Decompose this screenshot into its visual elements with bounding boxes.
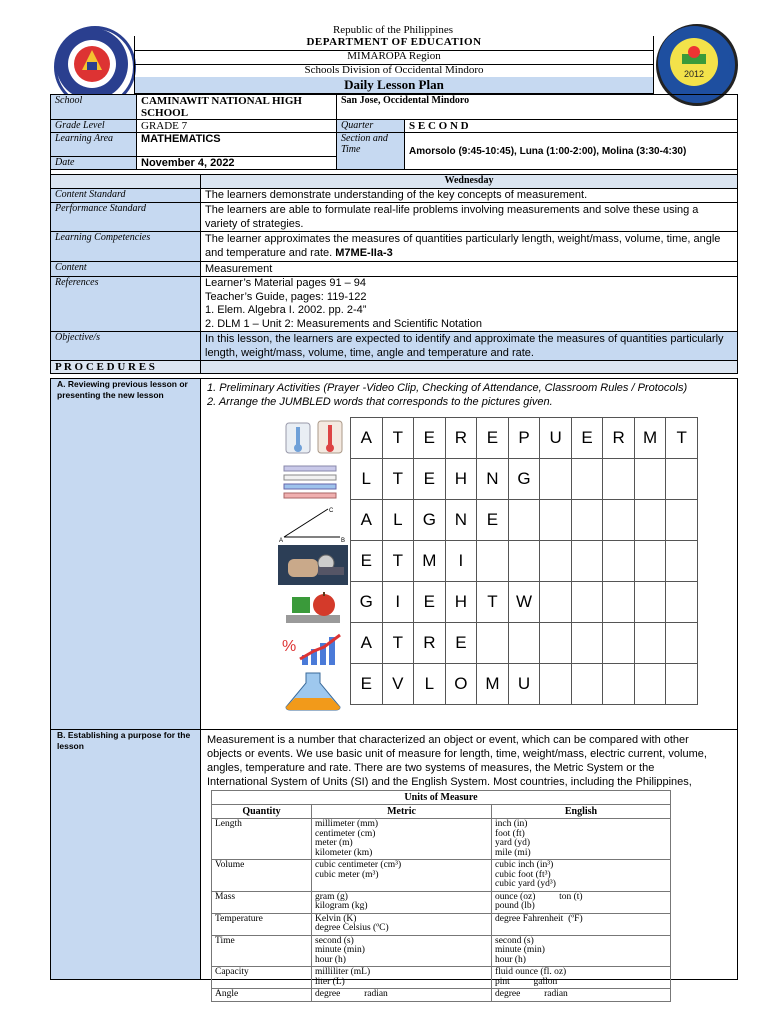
unit-entry: centimeter (cm) [315,828,376,839]
unit-entry: degree radian [495,989,568,999]
competencies-label: Learning Competencies [51,232,201,262]
jumble-cell: I [445,541,477,582]
unit-entry: hour (h) [495,954,526,965]
jumble-cell: L [351,459,383,500]
proc-a-label: A. Reviewing previous lesson or presenting the new lesson [51,379,201,730]
jumble-cell: E [414,418,446,459]
jumble-cell: V [382,664,414,705]
units-metric [312,989,492,1002]
area-label: Learning Area [51,133,137,157]
jumble-cell [540,623,572,664]
unit-entry: degree Celsius (ºC) [315,923,389,933]
units-row [212,935,671,967]
unit-entry: kilometer (km) [315,847,373,858]
jumble-cell: R [603,418,635,459]
jumble-cell: G [508,459,540,500]
chart-icon [278,629,348,669]
quarter-label: Quarter [337,120,405,133]
jumble-cell: E [414,459,446,500]
unit-entry: kilogram (kg) [315,901,368,911]
unit-entry: cubic yard (yd³) [495,879,556,889]
republic-line: Republic of the Philippines [332,24,454,36]
school-label: School [51,95,137,120]
lesson-table [50,174,738,374]
jumble-cell [666,582,698,623]
jumble-row [351,582,698,623]
unit-entry: minute (min) [315,945,365,955]
jumble-cell [634,459,666,500]
jumble-cell [571,582,603,623]
units-header-metric: Metric [312,805,492,819]
jumble-cell [666,623,698,664]
jumble-row [351,459,698,500]
jumble-cell [603,664,635,705]
date-value: November 4, 2022 [137,157,337,170]
proc-a-line1: 1. Preliminary Activities (Prayer -Video Clip, Checking of Attendance, Classroom Rules / Protocols) [207,382,688,394]
jumble-cell: E [351,541,383,582]
units-quantity: Time [212,935,312,967]
units-row [212,989,671,1002]
jumble-cell: A [351,500,383,541]
jumble-cell [603,459,635,500]
content-standard-text: The learners demonstrate understanding of the key concepts of measurement. [201,189,738,203]
unit-entry: cubic centimeter (cm³) [315,860,402,870]
units-metric [312,819,492,860]
jumble-cell: A [351,418,383,459]
unit-entry: yard (yd) [495,838,531,848]
watch-icon [278,545,348,585]
angle-icon [278,503,348,543]
jumble-cell [634,500,666,541]
unit-entry: degree radian [315,989,388,999]
jumble-cell: E [445,623,477,664]
jumble-cell [540,459,572,500]
competency-code: M7ME-IIa-3 [335,247,393,259]
angle-vertex-b: B [341,538,346,543]
unit-entry: gram (g) [315,891,348,902]
units-quantity: Capacity [212,967,312,989]
unit-entry: millimeter (mm) [315,819,379,829]
day-header: Wednesday [201,175,738,189]
jumble-cell: T [382,459,414,500]
jumble-cell [634,664,666,705]
jumble-cell [603,623,635,664]
units-row [212,967,671,989]
jumble-row [351,541,698,582]
division-line: Schools Division of Occidental Mindoro [304,64,484,76]
proc-a-line2: 2. Arrange the JUMBLED words that corresponds to the pictures given. [207,396,553,408]
svg-text:%: % [282,638,297,655]
jumble-cell: L [382,500,414,541]
units-english [492,989,671,1002]
jumble-cell: N [477,459,509,500]
content-standard-label: Content Standard [51,189,201,203]
area-value: MATHEMATICS [137,133,337,157]
jumble-cell: T [666,418,698,459]
units-header-english: English [492,805,671,819]
unit-entry: milliliter (mL) [315,967,371,977]
jumble-cell [540,664,572,705]
jumble-cell [634,582,666,623]
jumble-row [351,664,698,705]
jumble-cell [571,459,603,500]
units-row [212,860,671,892]
jumble-cell: U [540,418,572,459]
department-title: DEPARTMENT OF EDUCATION [306,36,482,48]
jumble-cell: M [414,541,446,582]
jumbled-words-grid [350,417,698,705]
competencies-body: The learner approximates the measures of quantities particularly length, weight/mass, volume, time, angle and temperature and rate. [205,233,721,259]
section-times: Amorsolo (9:45-10:45), Luna (1:00-2:00), Molina (3:30-4:30) [405,133,738,170]
jumble-cell: O [445,664,477,705]
jumble-cell: I [382,582,414,623]
jumble-row [351,623,698,664]
quarter-value: S E C O N D [405,120,738,133]
unit-entry: Kelvin (K) [315,913,357,924]
objectives-label: Objective/s [51,332,201,361]
grade-label: Grade Level [51,120,137,133]
jumble-cell: T [382,541,414,582]
jumble-cell: E [414,582,446,623]
unit-entry: pound (lb) [495,901,535,911]
jumble-cell: T [477,582,509,623]
jumble-cell [603,541,635,582]
jumble-cell: H [445,459,477,500]
jumble-cell [508,500,540,541]
jumble-cell [477,541,509,582]
reference-item: 2. DLM 1 – Unit 2: Measurements and Scientific Notation [205,317,482,330]
jumble-cell [571,623,603,664]
jumble-cell: H [445,582,477,623]
jumble-cell: M [477,664,509,705]
scale-icon [278,587,348,627]
jumble-cell: E [571,418,603,459]
jumble-row [351,500,698,541]
proc-b-label: B. Establishing a purpose for the lesson [51,730,201,980]
unit-entry: cubic foot (ft³) [495,869,551,880]
units-english [492,860,671,892]
jumbled-activity [278,417,698,717]
units-table [211,790,671,1002]
jumble-cell: R [414,623,446,664]
units-metric [312,913,492,935]
unit-entry: minute (min) [495,945,545,955]
lesson-plan-page [46,18,738,1018]
units-quantity: Mass [212,891,312,913]
jumble-cell [571,541,603,582]
unit-entry: fluid ounce (fl. oz) [495,967,567,977]
performance-standard-text: The learners are able to formulate real-life problems involving measurements and solve these using a variety of strategies. [201,203,738,232]
jumble-cell [508,623,540,664]
performance-standard-label: Performance Standard [51,203,201,232]
procedures-title: P R O C E D U R E S [51,361,201,374]
unit-entry: mile (mi) [495,847,531,858]
units-quantity: Angle [212,989,312,1002]
region-line: MIMAROPA Region [347,50,441,62]
competencies-text [201,232,738,262]
unit-entry: second (s) [315,935,354,946]
jumble-row [351,418,698,459]
jumble-cell [571,500,603,541]
content-text: Measurement [201,262,738,277]
unit-entry: ounce (oz) ton (t) [495,891,583,902]
grade-value: GRADE 7 [137,120,337,133]
jumble-cell [634,623,666,664]
jumble-cell [603,500,635,541]
jumble-cell [666,664,698,705]
info-table [50,94,738,184]
references-list [201,277,738,332]
angle-vertex-a: A [279,538,284,543]
school-location: San Jose, Occidental Mindoro [337,95,738,120]
proc-b-text: Measurement is a number that characterized an object or event, which can be compared with other objects or events. We use basic unit of measure for length, time, weight/mass, electric current, volume, angles, temperature and rate. There are two systems of measures, the Metric System or the International System of Units (SI) and the English System. Most countries, including the Philippines, [207,734,707,787]
jumble-cell: P [508,418,540,459]
thermometer-icon [278,417,348,457]
reference-item: 1. Elem. Algebra I. 2002. pp. 2-4” [205,304,367,316]
jumble-cell [603,582,635,623]
jumble-cell: R [445,418,477,459]
unit-entry: liter (L) [315,976,345,987]
angle-vertex-c: C [329,508,334,514]
logo-year: 2012 [683,69,705,79]
unit-entry: hour (h) [315,954,346,965]
jumble-cell: G [414,500,446,541]
jumble-cell: T [382,623,414,664]
objectives-text: In this lesson, the learners are expected to identify and approximate the measures of quantities particularly length, weight/mass, volume, time, angle and temperature and rate. [201,332,738,361]
jumble-cell: E [477,500,509,541]
jumble-cell [666,500,698,541]
units-english [492,819,671,860]
jumble-cell [634,541,666,582]
jumble-cell: M [634,418,666,459]
section-label: Section and Time [337,133,405,170]
units-quantity: Volume [212,860,312,892]
jumble-cell [540,582,572,623]
jumble-cell [571,664,603,705]
units-english [492,913,671,935]
jumble-cell: U [508,664,540,705]
units-english [492,891,671,913]
jumble-cell [666,459,698,500]
plan-title: Daily Lesson Plan [344,77,444,92]
units-row [212,913,671,935]
unit-entry: foot (ft) [495,828,525,839]
units-metric [312,935,492,967]
school-name: CAMINAWIT NATIONAL HIGH SCHOOL [137,95,337,120]
units-metric [312,967,492,989]
jumble-cell: E [477,418,509,459]
units-header-quantity: Quantity [212,805,312,819]
unit-entry: inch (in) [495,819,528,829]
jumble-cell: A [351,623,383,664]
jumble-cell: E [351,664,383,705]
jumble-cell: W [508,582,540,623]
jumble-cell [508,541,540,582]
jumble-cell [477,623,509,664]
reference-item: Learner’s Material pages 91 – 94 [205,277,367,289]
units-row [212,819,671,860]
jumble-cell: L [414,664,446,705]
units-quantity: Temperature [212,913,312,935]
references-label: References [51,277,201,332]
unit-entry: pint gallon [495,976,558,987]
unit-entry: cubic inch (in³) [495,860,554,870]
date-label: Date [51,157,137,170]
unit-entry: meter (m) [315,838,353,848]
jumble-cell: T [382,418,414,459]
jumble-cell [666,541,698,582]
jumble-cell [540,541,572,582]
units-quantity: Length [212,819,312,860]
unit-entry: second (s) [495,935,534,946]
ruler-icon [278,460,348,500]
procedures-table [50,378,738,999]
units-table-title: Units of Measure [212,791,671,805]
jumble-cell [540,500,572,541]
jumble-cell: N [445,500,477,541]
units-metric [312,860,492,892]
flask-icon [278,671,348,711]
reference-item: Teacher’s Guide, pages: 119-122 [205,290,367,303]
jumble-cell: G [351,582,383,623]
content-label: Content [51,262,201,277]
unit-entry: cubic meter (m³) [315,869,379,880]
units-row [212,891,671,913]
units-english [492,935,671,967]
units-english [492,967,671,989]
unit-entry: degree Fahrenheit (ºF) [495,913,583,924]
units-metric [312,891,492,913]
